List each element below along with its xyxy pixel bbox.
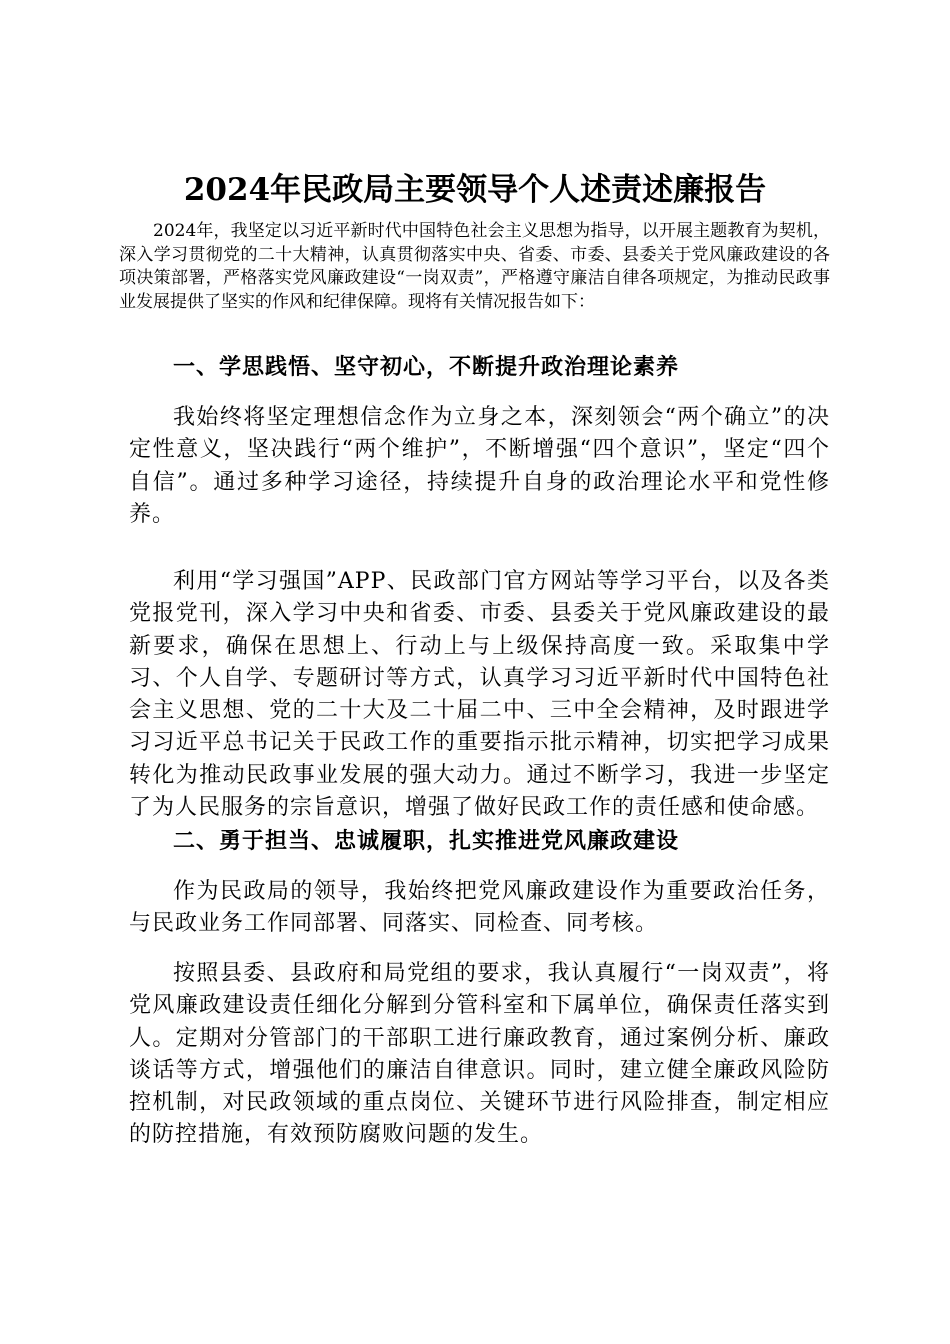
section1-paragraph-1: 我始终将坚定理想信念作为立身之本，深刻领会“两个确立”的决定性意义，坚决践行“两个维护”，不断增强“四个意识”，坚定“四个自信”。通过多种学习途径，持续提升自身的政治理论水平和党性修养。 <box>129 405 830 527</box>
section1-paragraph-2: 利用“学习强国”APP、民政部门官方网站等学习平台，以及各类党报党刊，深入学习中央和省委、市委、县委关于党风廉政建设的最新要求，确保在思想上、行动上与上级保持高度一致。采取集中学习、个人自学、专题研讨等方式，认真学习习近平新时代中国特色社会主义思想、党的二十大及二十届二中、三中全会精神，及时跟进学习习近平总书记关于民政工作的重要指示批示精神，切实把学习成果转化为推动民政事业发展的强大动力。通过不断学习，我进一步坚定了为人民服务的宗旨意识，增强了做好民政工作的责任感和使命感。 <box>129 569 830 821</box>
section-heading-1: 一、学思践悟、坚守初心，不断提升政治理论素养 <box>173 355 680 380</box>
section-heading-2: 二、勇于担当、忠诚履职，扎实推进党风廉政建设 <box>173 829 680 854</box>
section2-paragraph-1: 作为民政局的领导，我始终把党风廉政建设作为重要政治任务，与民政业务工作同部署、同落实、同检查、同考核。 <box>129 879 830 937</box>
section2-paragraph-2: 按照县委、县政府和局党组的要求，我认真履行“一岗双责”，将党风廉政建设责任细化分解到分管科室和下属单位，确保责任落实到人。定期对分管部门的干部职工进行廉政教育，通过案例分析、廉政谈话等方式，增强他们的廉洁自律意识。同时，建立健全廉政风险防控机制，对民政领域的重点岗位、关键环节进行风险排查，制定相应的防控措施，有效预防腐败问题的发生。 <box>129 961 830 1148</box>
intro-paragraph: 2024年，我坚定以习近平新时代中国特色社会主义思想为指导，以开展主题教育为契机，深入学习贯彻党的二十大精神，认真贯彻落实中央、省委、市委、县委关于党风廉政建设的各项决策部署，严格落实党风廉政建设“一岗双责”，严格遵守廉洁自律各项规定，为推动民政事业发展提供了坚实的作风和纪律保障。现将有关情况报告如下： <box>119 221 830 312</box>
document-title: 2024年民政局主要领导个人述责述廉报告 <box>183 172 767 208</box>
